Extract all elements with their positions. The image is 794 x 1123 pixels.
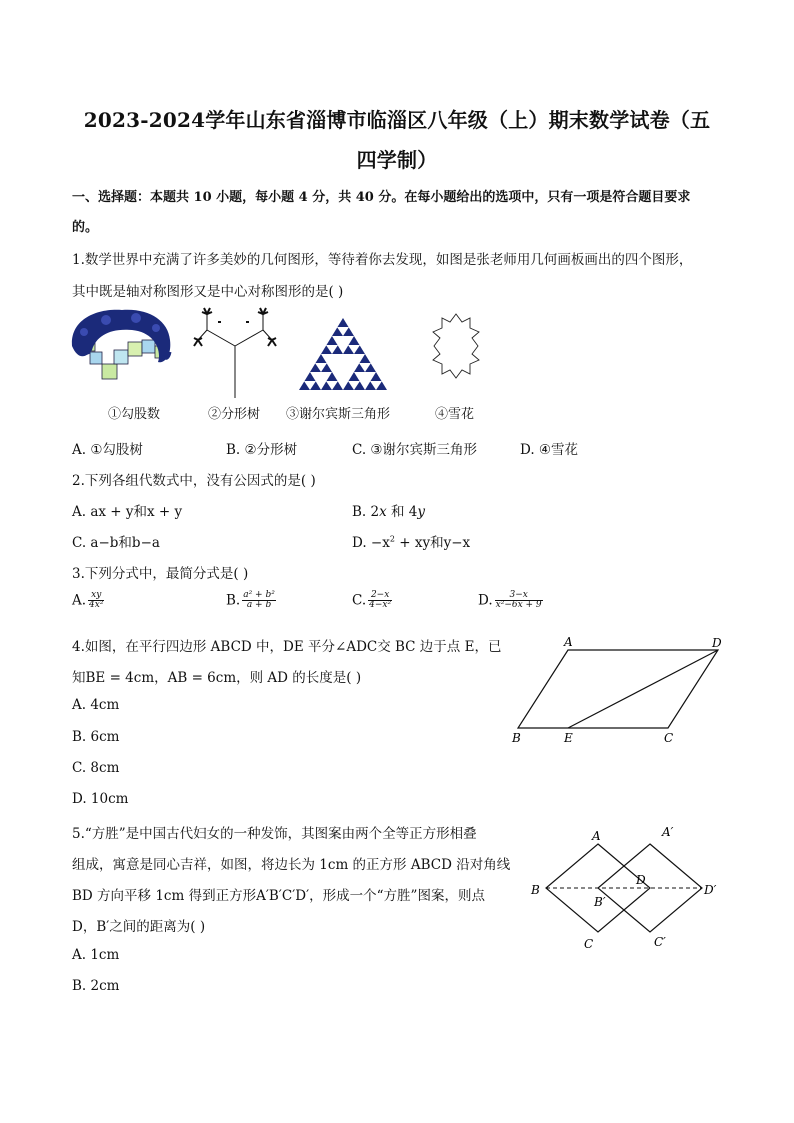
q4-option-a[interactable]: A. 4cm [72, 697, 120, 713]
figure-caption-1: ①勾股数 [108, 407, 161, 422]
q1-option-b[interactable]: B. ②分形树 [226, 442, 298, 458]
q1-stem-line-1: 1.数学世界中充满了许多美妙的几何图形，等待着你去发现，如图是张老师用几何画板画出的四个图形， [72, 252, 693, 268]
q5-label-a-prime: A′ [662, 825, 674, 839]
q2-stem: 2.下列各组代数式中，没有公因式的是( ) [72, 473, 316, 489]
q3-option-a[interactable]: A. $\frac{xy}{\text{4x²}}$ [72, 590, 104, 611]
q1-option-d[interactable]: D. ④雪花 [520, 442, 579, 458]
q5-option-a[interactable]: A. 1cm [72, 947, 120, 963]
q4-label-a: A [564, 635, 573, 649]
q1-figures [66, 306, 516, 402]
exam-title-line-1: 2023-2024学年山东省淄博市临淄区八年级（上）期末数学试卷（五 [83, 108, 711, 132]
q5-label-d: D [636, 873, 646, 887]
q2-option-c[interactable]: C. a−b和b−a [72, 535, 160, 551]
q5-label-a: A [592, 829, 601, 843]
q2-option-d[interactable]: D. $-x^2$ + xy和y−x [352, 534, 471, 551]
q4-label-b: B [512, 731, 521, 745]
figure-caption-4: ④雪花 [435, 407, 475, 422]
q1-option-c[interactable]: C. ③谢尔宾斯三角形 [352, 442, 478, 458]
q5-stem-line-4: D，B′之间的距离为( ) [72, 919, 206, 935]
q2-option-b[interactable]: B. 2x 和 4y [352, 504, 426, 520]
section-heading-line-2: 的。 [72, 220, 99, 235]
q3-option-c[interactable]: C. $\frac{2-x}{\text{4−x²}}$ [352, 590, 392, 611]
q4-option-c[interactable]: C. 8cm [72, 760, 120, 776]
figure-caption-2: ②分形树 [208, 407, 261, 422]
q4-label-c: C [664, 731, 674, 745]
q5-stem-line-3: BD 方向平移 1cm 得到正方形A′B′C′D′，形成一个“方胜”图案，则点 [72, 888, 485, 904]
q4-option-b[interactable]: B. 6cm [72, 729, 120, 745]
q5-label-c: C [584, 937, 594, 951]
q4-label-d: D [712, 636, 722, 650]
q4-stem-line-2: 知BE = 4cm，AB = 6cm，则 AD 的长度是( ) [72, 670, 362, 686]
q5-label-b-prime: B′ [594, 895, 606, 909]
q4-label-e: E [564, 731, 573, 745]
q5-stem-line-1: 5.“方胜”是中国古代妇女的一种发饰，其图案由两个全等正方形相叠 [72, 826, 477, 842]
q5-label-c-prime: C′ [654, 935, 666, 949]
q2-option-a[interactable]: A. ax + y和x + y [72, 504, 183, 520]
sierpinski-triangle-figure [299, 318, 387, 390]
q5-stem-line-2: 组成，寓意是同心吉祥，如图，将边长为 1cm 的正方形 ABCD 沿对角线 [72, 857, 511, 873]
koch-snowflake-figure [433, 314, 479, 378]
q5-option-b[interactable]: B. 2cm [72, 978, 120, 994]
q3-option-d[interactable]: D. $\frac{3-x}{\text{x²−6x + 9}}$ [478, 590, 542, 611]
q3-option-b[interactable]: B. $\frac{\text{a² + b²}}{a + b}$ [226, 590, 275, 611]
q5-fangsheng-figure [526, 822, 726, 952]
q1-stem-line-2: 其中既是轴对称图形又是中心对称图形的是( ) [72, 284, 344, 300]
q3-stem: 3.下列分式中，最简分式是( ) [72, 566, 249, 582]
figure-caption-3: ③谢尔宾斯三角形 [286, 407, 391, 422]
q4-stem-line-1: 4.如图，在平行四边形 ABCD 中，DE 平分∠ADC交 BC 边于点 E，已 [72, 639, 502, 655]
q4-option-d[interactable]: D. 10cm [72, 791, 129, 807]
q1-option-a[interactable]: A. ①勾股树 [72, 442, 143, 458]
exam-title-line-2: 四学制） [356, 148, 438, 172]
fractal-tree-figure [194, 308, 276, 398]
pythagoras-tree-figure [72, 310, 170, 379]
section-heading-line-1: 一、选择题：本题共 10 小题，每小题 4 分，共 40 分。在每小题给出的选项中，只有一项是符合题目要求 [72, 190, 691, 205]
q4-parallelogram-figure [506, 630, 732, 748]
q5-label-b: B [531, 883, 540, 897]
q5-label-d-prime: D′ [704, 883, 717, 897]
